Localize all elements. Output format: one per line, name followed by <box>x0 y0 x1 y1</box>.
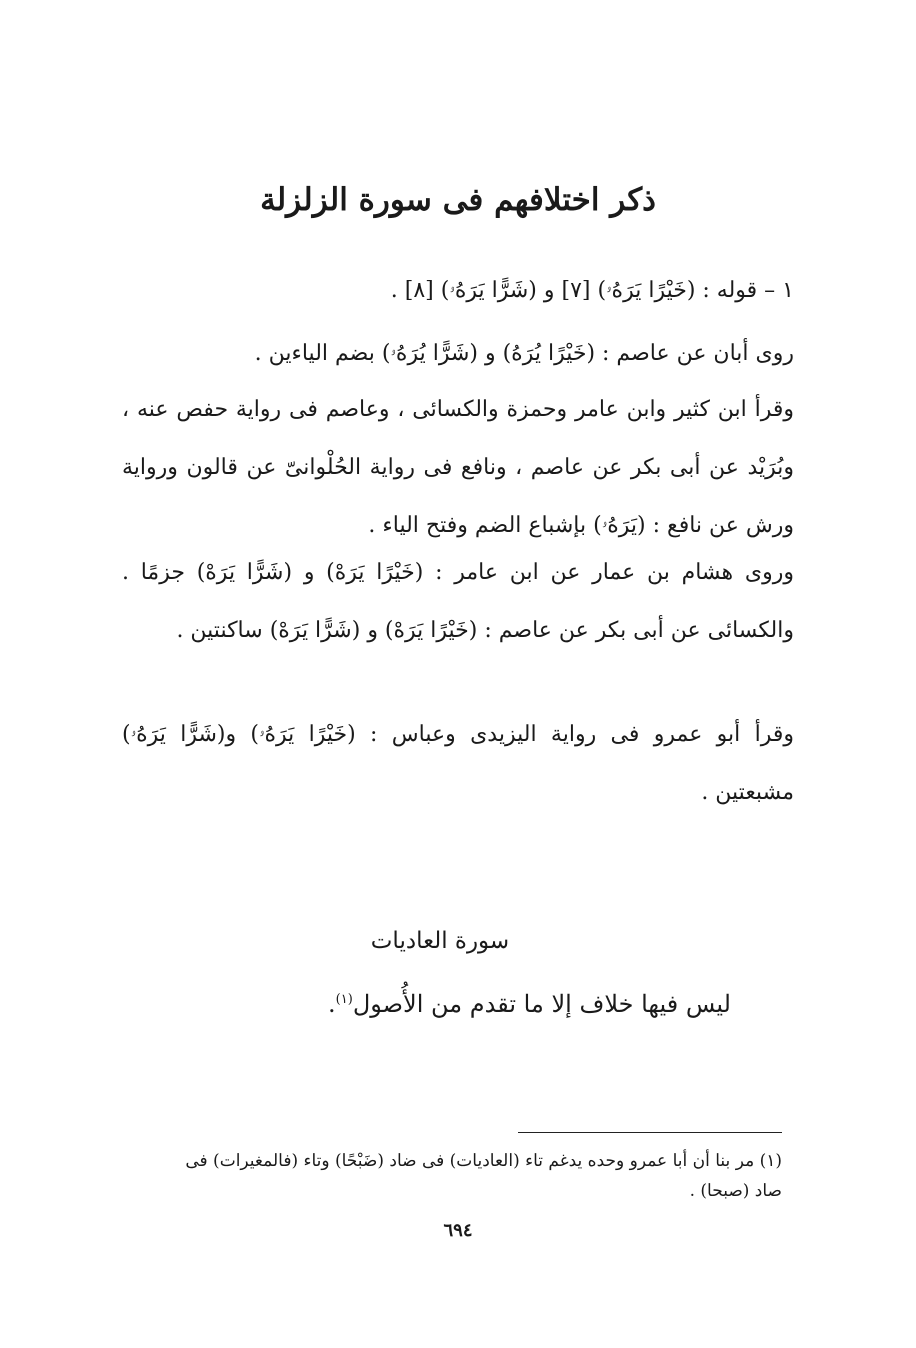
item-1-heading: ١ – قوله : (خَيْرًا يَرَهُۥ) [٧] و (شَرًّا يَرَهُۥ) [٨] . <box>390 278 794 303</box>
section-end-mark: . <box>328 990 336 1018</box>
page-number: ٦٩٤ <box>443 1220 473 1241</box>
section-text <box>328 990 731 1018</box>
footnote-reference: (١) <box>335 992 353 1007</box>
footnote: (١) مر بنا أن أبا عمرو وحده يدغم تاء (العاديات) فى ضاد (ضَبْحًا) وتاء (فالمغيرات) فى صاد (صبحا) . <box>185 1151 782 1201</box>
paragraph-1: روى أبان عن عاصم : (خَيْرًا يُرَهُ) و (شَرًّا يُرَهُۥ) بضم الياءين . <box>254 341 794 366</box>
section-text-body: ليس فيها خلاف إلا ما تقدم من الأُصول <box>352 990 731 1018</box>
paragraph-4: وقرأ أبو عمرو فى رواية اليزيدى وعباس : (خَيْرًا يَرَهُۥ) و(شَرًّا يَرَهُۥ) مشبعتين . <box>122 722 794 805</box>
paragraph-2: وقرأ ابن كثير وابن عامر وحمزة والكسائى ، وعاصم فى رواية حفص عنه ، وبُرَيْد عن أبى بكر عن عاصم ، ونافع فى رواية الحُلْوانىّ عن قالون ورواية ورش عن نافع : (يَرَهُۥ) بإشباع الضم وفتح الياء . <box>122 397 794 538</box>
footnote-divider <box>518 1132 782 1133</box>
paragraph-3: وروى هشام بن عمار عن ابن عامر : (خَيْرًا يَرَهْ) و (شَرًّا يَرَهْ) جزمًا . والكسائى عن أبى بكر عن عاصم : (خَيْرًا يَرَهْ) و (شَرًّا يَرَهْ) ساكنتين . <box>122 560 794 643</box>
chapter-title: ذكر اختلافهم فى سورة الزلزلة <box>260 182 656 218</box>
section-heading: سورة العاديات <box>370 928 510 954</box>
